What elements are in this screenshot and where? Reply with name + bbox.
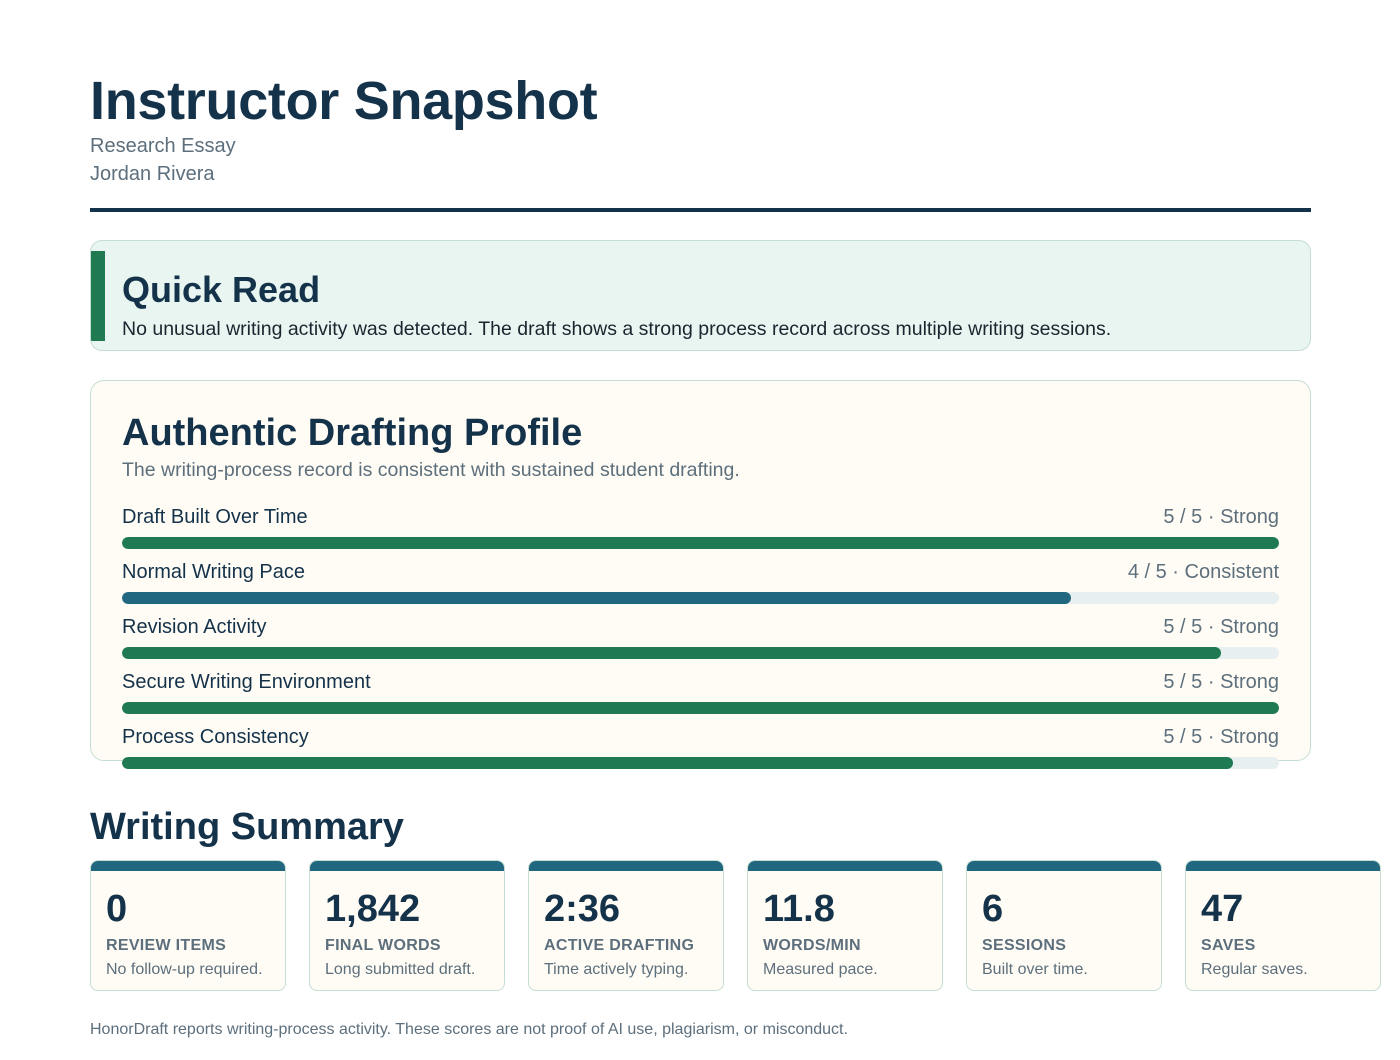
metric-label: Revision Activity (122, 616, 267, 638)
quick-read-title: Quick Read (122, 269, 321, 310)
card-description: No follow-up required. (106, 961, 263, 978)
metric-fill (122, 757, 1233, 769)
metric-score: 5 / 5 · Strong (1163, 616, 1279, 638)
drafting-profile-panel (90, 380, 1311, 761)
metric-draft-built-over-time (122, 505, 1279, 565)
metric-track (122, 592, 1279, 604)
assignment-name: Research Essay (90, 135, 236, 157)
card-description: Built over time. (982, 961, 1088, 978)
quick-read-panel (90, 240, 1311, 351)
summary-card-saves (1185, 860, 1381, 991)
card-accent-bar (967, 861, 1161, 871)
metric-track (122, 702, 1279, 714)
card-accent-bar (91, 861, 285, 871)
header-divider (90, 208, 1311, 212)
metric-score: 5 / 5 · Strong (1163, 726, 1279, 748)
card-accent-bar (529, 861, 723, 871)
card-label: REVIEW ITEMS (106, 937, 227, 954)
card-accent-bar (1186, 861, 1380, 871)
card-label: SESSIONS (982, 937, 1067, 954)
metric-fill (122, 647, 1221, 659)
card-accent-bar (310, 861, 504, 871)
card-label: ACTIVE DRAFTING (544, 937, 695, 954)
metric-label: Process Consistency (122, 726, 309, 748)
card-value: 6 (982, 888, 1004, 930)
metric-label: Draft Built Over Time (122, 506, 308, 528)
writing-summary-title: Writing Summary (90, 806, 404, 848)
card-value: 0 (106, 888, 128, 930)
card-description: Regular saves. (1201, 961, 1308, 978)
metric-fill (122, 537, 1279, 549)
summary-card-final-words (309, 860, 505, 991)
metric-score: 4 / 5 · Consistent (1127, 561, 1279, 583)
metric-process-consistency (122, 725, 1279, 785)
card-accent-bar (748, 861, 942, 871)
card-value: 2:36 (544, 888, 621, 930)
card-label: FINAL WORDS (325, 937, 441, 954)
summary-card-sessions (966, 860, 1162, 991)
card-description: Measured pace. (763, 961, 878, 978)
card-description: Time actively typing. (544, 961, 689, 978)
card-value: 1,842 (325, 888, 421, 930)
footer-disclaimer: HonorDraft reports writing-process activity. These scores are not proof of AI use, plagiarism, or misconduct. (90, 1021, 848, 1038)
profile-subtitle: The writing-process record is consistent with sustained student drafting. (122, 459, 740, 481)
summary-card-words-per-min (747, 860, 943, 991)
card-value: 11.8 (763, 888, 835, 930)
quick-read-text: No unusual writing activity was detected. The draft shows a strong process record across multiple writing sessions. (122, 318, 1112, 340)
page-title: Instructor Snapshot (90, 71, 598, 131)
summary-card-active-drafting (528, 860, 724, 991)
metric-revision-activity (122, 615, 1279, 675)
metric-label: Secure Writing Environment (122, 671, 371, 693)
metric-fill (122, 592, 1071, 604)
metric-fill (122, 702, 1279, 714)
card-label: WORDS/MIN (763, 937, 861, 954)
metric-track (122, 537, 1279, 549)
card-description: Long submitted draft. (325, 961, 476, 978)
card-label: SAVES (1201, 937, 1256, 954)
card-value: 47 (1201, 888, 1244, 930)
metric-label: Normal Writing Pace (122, 561, 306, 583)
metric-score: 5 / 5 · Strong (1163, 671, 1279, 693)
metric-track (122, 757, 1279, 769)
metric-track (122, 647, 1279, 659)
profile-title: Authentic Drafting Profile (122, 412, 583, 454)
report-header (90, 70, 1311, 188)
metric-secure-writing-environment (122, 670, 1279, 730)
metric-normal-writing-pace (122, 560, 1279, 620)
summary-card-review-items (90, 860, 286, 991)
student-name: Jordan Rivera (90, 163, 215, 185)
metric-score: 5 / 5 · Strong (1163, 506, 1279, 528)
quick-read-accent-bar (91, 251, 105, 341)
